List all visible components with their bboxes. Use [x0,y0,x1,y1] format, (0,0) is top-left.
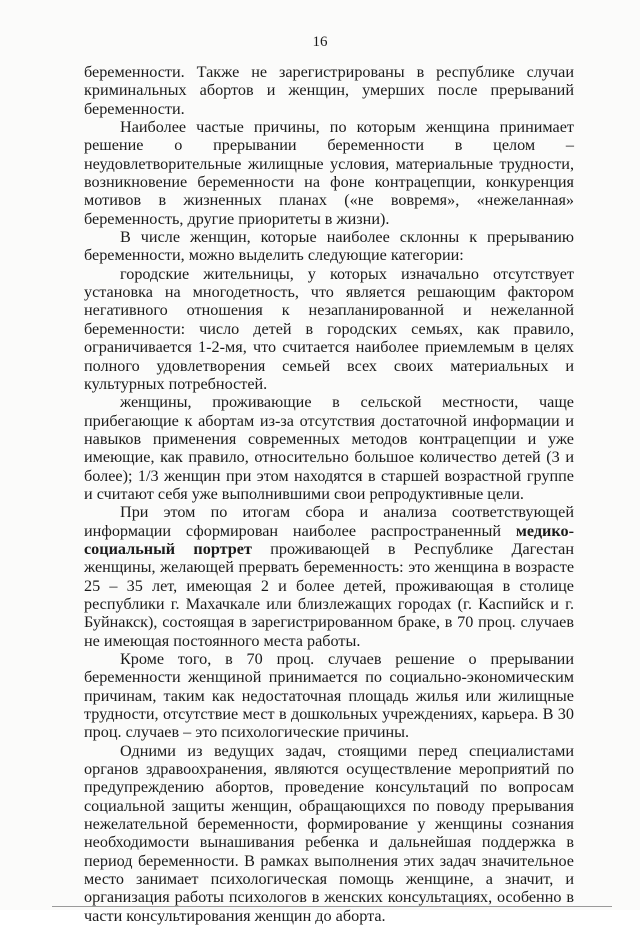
paragraph-socioeconomic-reasons: Кроме того, в 70 проц. случаев решение о прерывании беременности женщиной принимается по социально-экономическим причинам, таким как недостаточная площадь жилья или жилищные трудности, отсутствие мест в дошкольных учреждениях, карьера. В 30 проц. случаев – это психологические причины. [84,650,574,742]
document-body [84,63,574,925]
page-number: 16 [312,34,328,50]
paragraph-urban-women: городские жительницы, у которых изначально отсутствует установка на многодетность, что является решающим фактором негативного отношения к незапланированной и нежеланной беременности: число детей в городских семьях, как правило, ограничивается 1-2-мя, что считается наиболее приемлемым в целях полного удовлетворения семьей всех своих материальных и культурных потребностей. [84,264,574,393]
paragraph-abortion-registration: беременности. Также не зарегистрированы в республике случаи криминальных абортов и женщин, умерших после прерываний беременности. [84,63,574,118]
paragraph-common-reasons: Наиболее частые причины, по которым женщина принимает решение о прерывании беременности в целом – неудовлетворительные жилищные условия, материальные трудности, возникновение беременности на фоне контрацепции, конкуренция мотивов в жизненных планах («не вовремя», «нежеланная» беременность, другие приоритеты в жизни). [84,118,574,228]
portrait-text-after: проживающей в Республике Дагестан женщины, желающей прервать беременность: это женщина в возрасте 25 – 35 лет, имеющая 2 и более детей, проживающая в столице республики г. Махачкале или близлежащих городах (г. Каспийск и г. Буйнакск), состоящая в зарегистрированном браке, в 70 проц. случаев не имеющая постоянного места работы. [84,539,574,650]
paragraph-healthcare-tasks: Одними из ведущих задач, стоящими перед специалистами органов здравоохранения, являются осуществление мероприятий по предупреждению абортов, проведение консультаций по вопросам социальной защиты женщин, обращающихся по поводу прерывания нежелательной беременности, формирование у женщины сознания необходимости вынашивания ребенка и дальнейшая поддержка в период беременности. В рамках выполнения этих задач значительное место занимает психологическая помощь женщине, а значит, и организация работы психологов в женских консультациях, особенно в части консультирования женщин до аборта. [84,741,574,925]
bottom-edge-line [52,906,612,907]
paragraph-rural-women: женщины, проживающие в сельской местности, чаще прибегающие к абортам из-за отсутствия достаточной информации и навыков применения современных методов контрацепции и уже имеющие, как правило, относительно большое количество детей (3 и более); 1/3 женщин при этом находятся в старшей возрастной группе и считают себя уже выполнившими свои репродуктивные цели. [84,393,574,503]
portrait-text-before: При этом по итогам сбора и анализа соответствующей информации сформирован наиболее распространенный [84,503,574,540]
paragraph-categories-intro: В числе женщин, которые наиболее склонны к прерыванию беременности, можно выделить следующие категории: [84,228,574,265]
portrait-bold-term: медико-социальный портрет [84,521,574,558]
paragraph-medico-social-portrait [84,503,574,650]
